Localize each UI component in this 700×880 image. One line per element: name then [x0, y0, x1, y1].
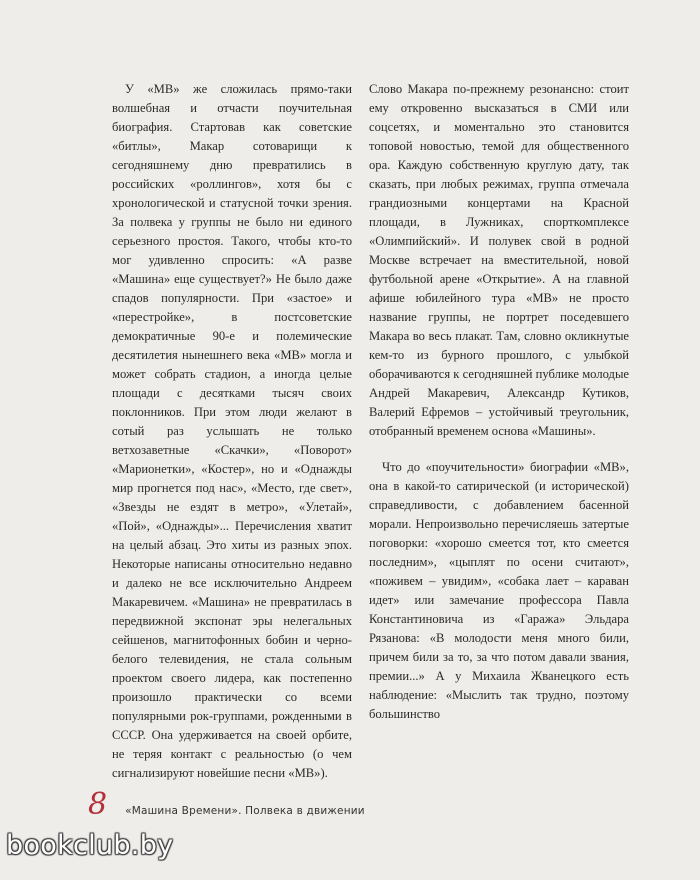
- paragraph: Что до «поучительности» биографии «МВ», она в какой-то сатирической (и исторической) справедливости, с добавлением басенной морали. Непроизвольно перечисляешь затертые поговорки: «хорошо смеется тот, кто смеется последним», «цыплят по осени считают», «поживем – увидим», «собака лает – караван идет» или замечание профессора Павла Константиновича из «Гаража» Эльдара Рязанова: «В молодости меня много били, причем били за то, за что потом давали звания, премии...» А у Михаила Жванецкого есть наблюдение: «Мыслить так трудно, поэтому большинство: [369, 460, 629, 721]
- page-footer: [88, 787, 365, 822]
- page-number: 8: [88, 787, 108, 822]
- paragraph: У «МВ» же сложилась прямо-таки волшебная и отчасти поучительная биография. Стартовав как советские «битлы», Макар сотоварищи к сегодняшнему дню превратились в российских «роллингов», хотя бы с хронологической и статусной точки зрения. За полвека у группы не было ни единого серьезного простоя. Такого, чтобы кто-то мог удивленно спросить: «А разве «Машина» еще существует?» Не было даже спадов популярности. При «застое» и «перестройке», в постсоветские демократичные 90-е и полемические десятилетия нынешнего века «МВ» могла и может собрать стадион, а иногда целые площади с десятками тысяч своих поклонников. При этом люди желают в сотый раз услышать не только ветхозаветные «Скачки», «Поворот» «Марионетки», «Костер», но и «Однажды мир прогнется под нас», «Место, где свет», «Звезды не ездят в метро», «Улетай», «Пой», «Однажды»... Перечисления хватит на целый абзац. Это хиты из разных эпох. Некоторые написаны относительно недавно и далеко не все исключительно Андреем Макаревичем. «Машина» не превратилась в передвижной экспонат эры нелегальных сейшенов, магнитофонных бобин и черно-белого телевидения, не стала сольным проектом своего лидера, как постепенно произошло практически со всеми популярными рок-группами, рожденными в СССР. Она удерживается на своей орбите, не теряя контакт с реальностью (о чем сигнализируют новейшие песни «МВ»).: [112, 82, 352, 780]
- paragraph: Слово Макара по-прежнему резонансно: стоит ему откровенно высказаться в СМИ или соцсетях, и моментально это становится топовой новостью, темой для общественного ора. Каждую собственную круглую дату, так сказать, при любых режимах, группа отмечала грандиозными концертами на Красной площади, в Лужниках, спорткомплексе «Олимпийский». И полувек свой в родной Москве встречает на вместительной, новой футбольной арене «Открытие». А на главной афише юбилейного тура «МВ» не просто название группы, не портрет поседевшего Макара во весь плакат. Там, словно окликнутые кем-то из бурного прошлого, с улыбкой оборачиваются к сегодняшней публике молодые Андрей Макаревич, Александр Кутиков, Валерий Ефремов – устойчивый треугольник, отобранный временем основа «Машины».: [369, 82, 629, 438]
- watermark: bookclub.by: [6, 830, 174, 861]
- left-text-column: [112, 80, 352, 783]
- right-text-column: [369, 80, 629, 724]
- running-title: «Машина Времени». Полвека в движении: [125, 805, 365, 817]
